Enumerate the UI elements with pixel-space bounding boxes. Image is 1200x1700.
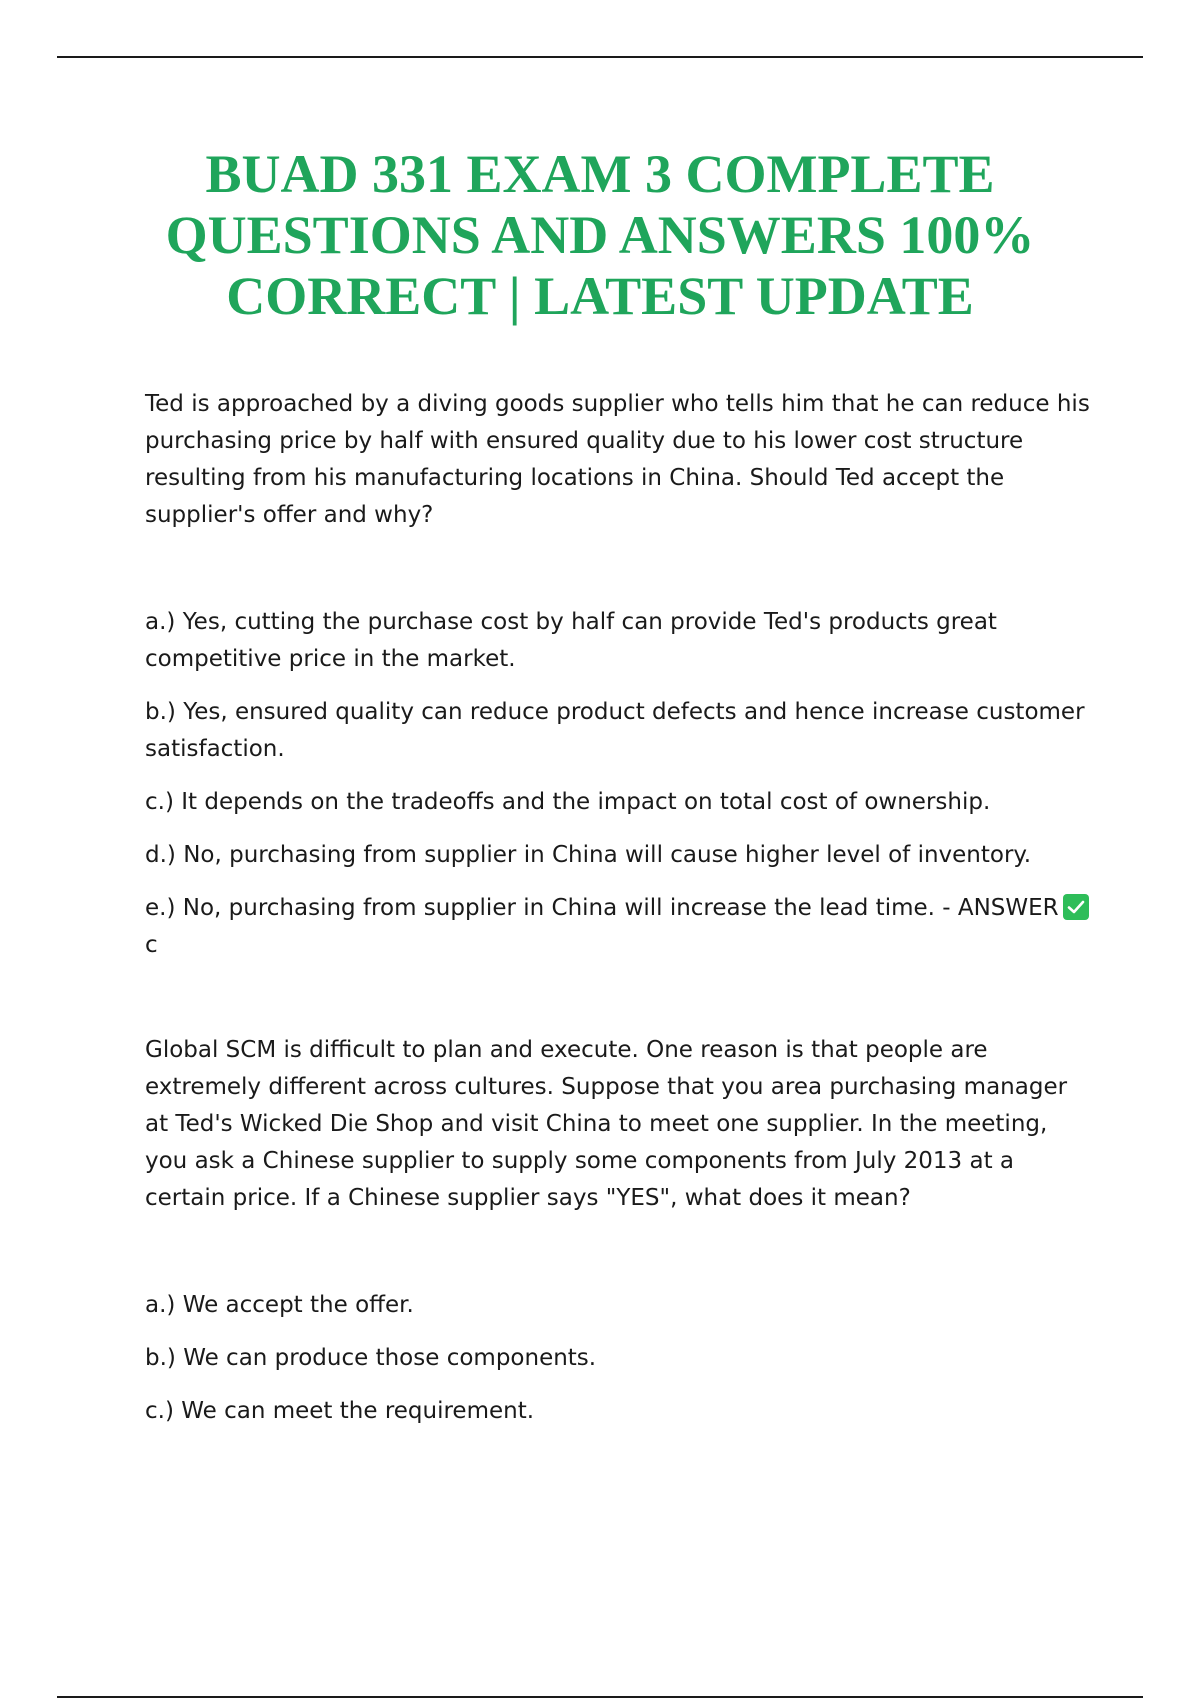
option-a: a.) Yes, cutting the purchase cost by half can provide Ted's products great competitive price in the market.: [145, 609, 997, 672]
bottom-rule: [57, 1696, 1143, 1698]
document-body: [145, 386, 1095, 1446]
option-b: b.) We can produce those components.: [145, 1345, 597, 1371]
option-list: [145, 1287, 1095, 1430]
option-e: [145, 890, 1095, 927]
option-list: [145, 604, 1095, 964]
check-mark-icon: [1063, 894, 1089, 920]
top-rule: [57, 56, 1143, 58]
question-text: Ted is approached by a diving goods supplier who tells him that he can reduce his purchasing price by half with ensured quality due to his lower cost structure resulting from his manufacturing locations in China. Should Ted accept the supplier's offer and why?: [145, 391, 1090, 528]
option-d: d.) No, purchasing from supplier in China will cause higher level of inventory.: [145, 842, 1032, 868]
option-a: a.) We accept the offer.: [145, 1292, 414, 1318]
answer-value: c: [145, 932, 158, 958]
option-c: c.) It depends on the tradeoffs and the impact on total cost of ownership.: [145, 789, 991, 815]
option-c: c.) We can meet the requirement.: [145, 1398, 535, 1424]
question-block: [145, 1032, 1095, 1430]
option-e-text: e.) No, purchasing from supplier in China will increase the lead time. - ANSWER: [145, 895, 1059, 921]
question-text: Global SCM is difficult to plan and execute. One reason is that people are extremely different across cultures. Suppose that you area purchasing manager at Ted's Wicked Die Shop and visit China to meet one supplier. In the meeting, you ask a Chinese supplier to supply some components from July 2013 at a certain price. If a Chinese supplier says "YES", what does it mean?: [145, 1037, 1068, 1211]
document-title: BUAD 331 EXAM 3 COMPLETE QUESTIONS AND ANSWERS 100% CORRECT | LATEST UPDATE: [165, 144, 1035, 326]
spacer: [145, 964, 1095, 1032]
question-block: [145, 386, 1095, 964]
option-b: b.) Yes, ensured quality can reduce product defects and hence increase customer satisfaction.: [145, 699, 1085, 762]
